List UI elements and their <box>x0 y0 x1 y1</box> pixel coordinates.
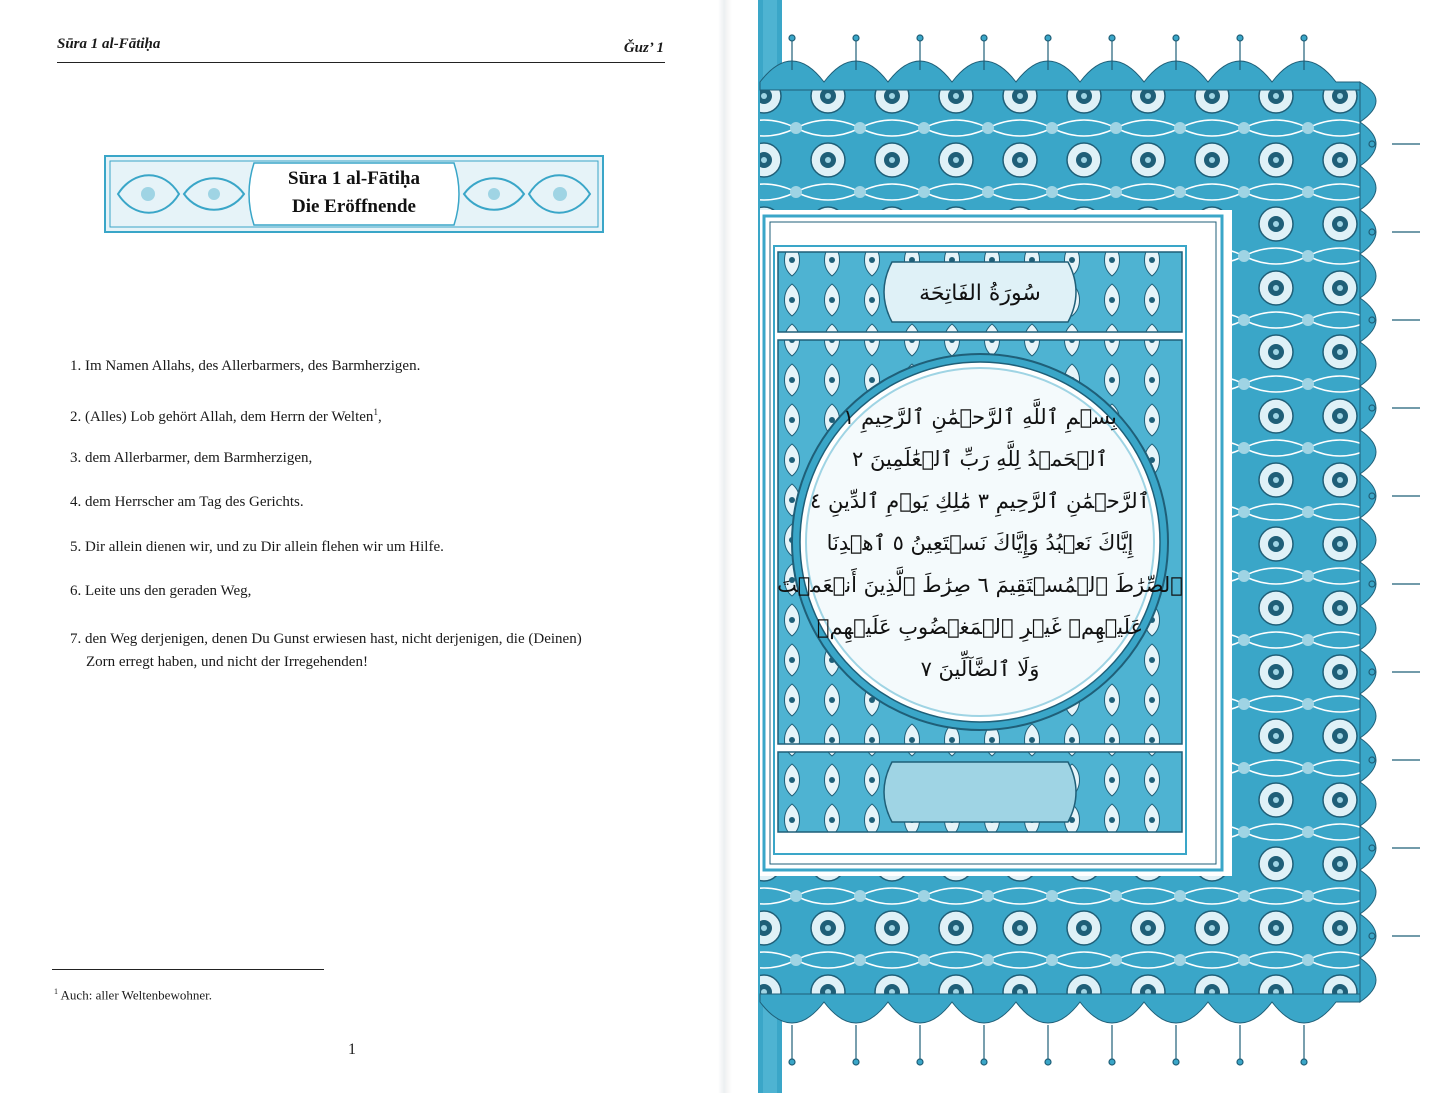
verse-4: 4. dem Herrscher am Tag des Gerichts. <box>70 494 304 510</box>
header-rule <box>57 62 665 63</box>
verse-6: 6. Leite uns den geraden Weg, <box>70 583 252 599</box>
footnote-rule <box>52 969 324 970</box>
verse-2 <box>70 401 382 428</box>
title-line-2: Die Eröffnende <box>291 196 416 217</box>
verse-3: 3. dem Allerbarmer, dem Barmherzigen, <box>70 450 313 466</box>
right-page <box>732 0 1445 1093</box>
arabic-line-1: بِسۡمِ ٱللَّهِ ٱلرَّحۡمَٰنِ ٱلرَّحِيمِ ١ <box>843 405 1117 429</box>
surah-title-cartouche <box>104 155 604 233</box>
running-header-left: Sūra 1 al-Fātiḥa <box>57 36 161 52</box>
footnote-marker: 1 <box>373 407 378 417</box>
verse-2-tail: , <box>377 409 382 425</box>
arabic-line-6: عَلَيۡهِمۡ غَيۡرِ ٱلۡمَغۡضُوبِ عَلَيۡهِمۡ <box>816 615 1144 639</box>
footnote-number: 1 <box>54 987 58 996</box>
surah-title <box>258 165 450 221</box>
arabic-line-4: إِيَّاكَ نَعۡبُدُ وَإِيَّاكَ نَسۡتَعِينُ ٥ ٱهۡدِنَا <box>826 531 1134 555</box>
verse-7-continued: Zorn erregt haben, und nicht der Irregehenden! <box>86 654 368 670</box>
arabic-line-7: وَلَا ٱلضَّآلِّينَ ٧ <box>920 657 1040 681</box>
arabic-line-2: ٱلۡحَمۡدُ لِلَّهِ رَبِّ ٱلۡعَٰلَمِينَ ٢ <box>852 447 1108 471</box>
footnote-text: Auch: aller Weltenbewohner. <box>60 987 212 1003</box>
arabic-line-5: ٱلصِّرَٰطَ ٱلۡمُسۡتَقِيمَ ٦ صِرَٰطَ ٱلَّذِينَ أَنۡعَمۡتَ <box>777 573 1183 597</box>
footnote <box>54 987 212 1003</box>
verse-2-text: 2. (Alles) Lob gehört Allah, dem Herrn der Welten <box>70 409 374 425</box>
running-header-right: Ǧuz’ 1 <box>623 40 664 56</box>
book-gutter <box>718 0 732 1093</box>
verse-5: 5. Dir allein dienen wir, und zu Dir allein flehen wir um Hilfe. <box>70 539 444 555</box>
left-page <box>0 0 722 1093</box>
verse-7: 7. den Weg derjenigen, denen Du Gunst erwiesen hast, nicht derjenigen, die (Deinen) <box>70 631 582 647</box>
title-line-1: Sūra 1 al-Fātiḥa <box>288 168 420 189</box>
illuminated-frame <box>732 0 1445 1093</box>
page-number: 1 <box>348 1041 356 1058</box>
surah-title-arabic: سُورَةُ الفَاتِحَة <box>919 281 1041 306</box>
verse-1: 1. Im Namen Allahs, des Allerbarmers, des Barmherzigen. <box>70 358 421 374</box>
arabic-line-3: ٱلرَّحۡمَٰنِ ٱلرَّحِيمِ ٣ مَٰلِكِ يَوۡمِ ٱلدِّينِ ٤ <box>810 489 1150 513</box>
